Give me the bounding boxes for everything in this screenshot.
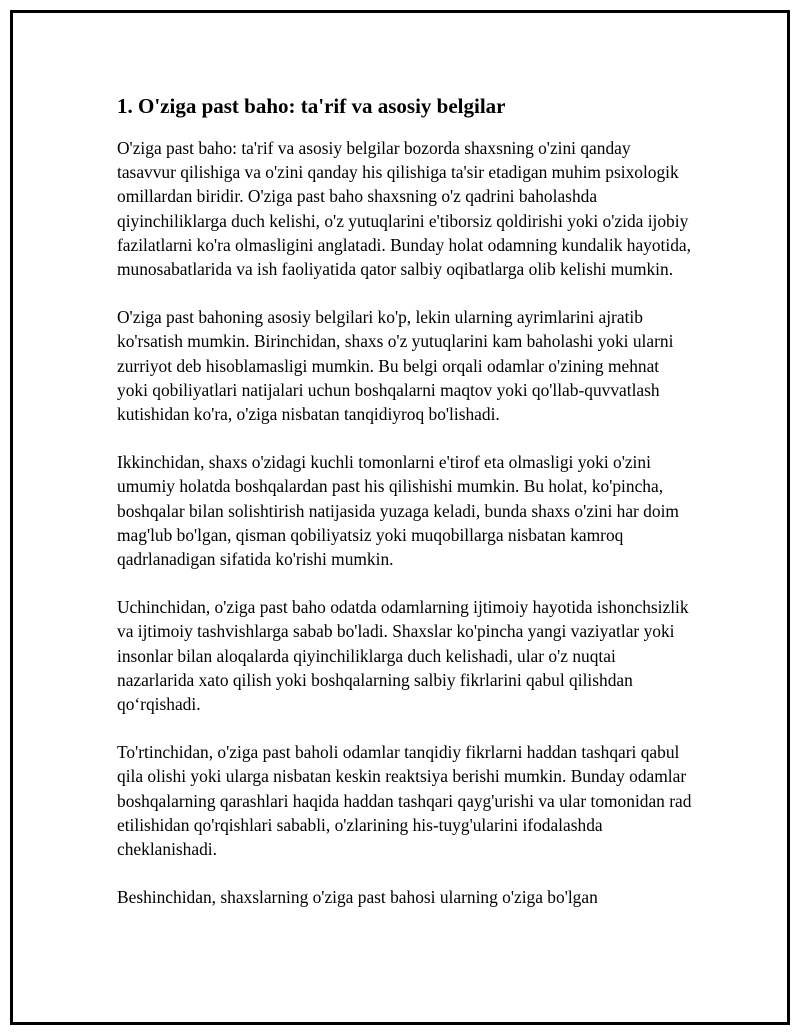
document-body	[117, 92, 692, 933]
paragraph-4: Uchinchidan, o'ziga past baho odatda odamlarning ijtimoiy hayotida ishonchsizlik va ijtimoiy tashvishlarga sabab bo'ladi. Shaxslar ko'pincha yangi vaziyatlar yoki insonlar bilan aloqalarda qiyinchiliklarga duch kelishadi, ular o'z nuqtai nazarlarida xato qilish yoki boshqalarning salbiy fikrlarini qabul qilishdan qo‘rqishadi.	[117, 597, 689, 715]
paragraph-3: Ikkinchidan, shaxs o'zidagi kuchli tomonlarni e'tirof eta olmasligi yoki o'zini umumiy holatda boshqalardan past his qilishishi mumkin. Bu holat, ko'pincha, boshqalar bilan solishtirish natijasida yuzaga keladi, bunda shaxs o'zini har doim mag'lub bo'lgan, qisman qobiliyatsiz yoki muqobillarga nisbatan kamroq qadrlanadigan sifatida ko'rishi mumkin.	[117, 452, 679, 570]
paragraph-1: O'ziga past baho: ta'rif va asosiy belgilar bozorda shaxsning o'zini qanday tasavvur qilishiga va o'zini qanday his qilishiga ta'sir etadigan muhim psixologik omillardan biridir. O'ziga past baho shaxsning o'z qadrini baholashda qiyinchiliklarga duch kelishi, o'z yutuqlarini e'tiborsiz qoldirishi yoki o'zida ijobiy fazilatlarni ko'ra olmasligini anglatadi. Bunday holat odamning kundalik hayotida, munosabatlarida va ish faoliyatida qator salbiy oqibatlarga olib kelishi mumkin.	[117, 138, 691, 280]
paragraph-2: O'ziga past bahoning asosiy belgilari ko'p, lekin ularning ayrimlarini ajratib ko'rsatish mumkin. Birinchidan, shaxs o'z yutuqlarini kam baholashi yoki ularni zurriyot deb hisoblamasligi mumkin. Bu belgi orqali odamlar o'zining mehnat yoki qobiliyatlari natijalari uchun boshqalarni maqtov yoki qo'llab-quvvatlash kutishidan ko'ra, o'ziga nisbatan tanqidiyroq bo'lishadi.	[117, 307, 674, 425]
section-heading: 1. O'ziga past baho: ta'rif va asosiy belgilar	[117, 94, 506, 118]
paragraph-5: To'rtinchidan, o'ziga past baholi odamlar tanqidiy fikrlarni haddan tashqari qabul qila olishi yoki ularga nisbatan keskin reaktsiya berishi mumkin. Bunday odamlar boshqalarning qarashlari haqida haddan tashqari qayg'urishi va ular tomonidan rad etilishidan qo'rqishlari sababli, o'zlarining his-tuyg'ularini ifodalashda cheklanishadi.	[117, 742, 692, 860]
paragraph-6: Beshinchidan, shaxslarning o'ziga past bahosi ularning o'ziga bo'lgan	[117, 887, 598, 908]
